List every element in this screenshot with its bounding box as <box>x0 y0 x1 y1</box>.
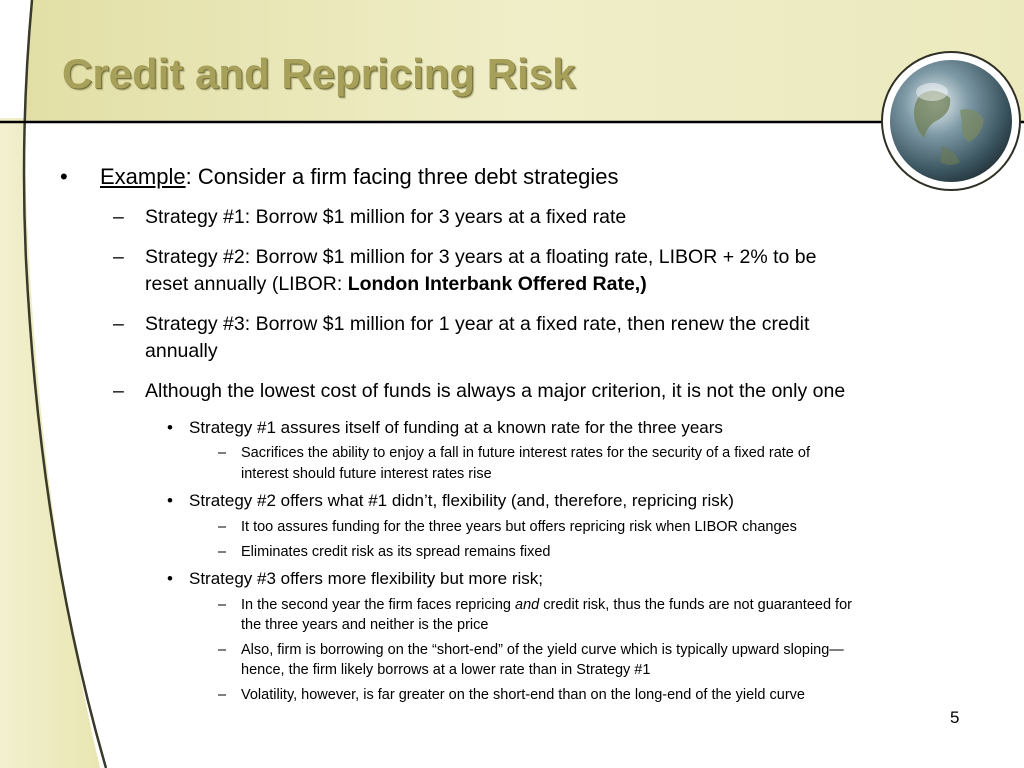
dash-marker: – <box>113 380 124 402</box>
point-2-line: Strategy #2 offers what #1 didn’t, flexibility (and, therefore, repricing risk) <box>189 491 734 510</box>
point-3-line: Strategy #3 offers more flexibility but more risk; <box>189 569 543 588</box>
point-1-line: Strategy #1 assures itself of funding at a known rate for the three years <box>189 418 723 437</box>
dash-marker: – <box>218 544 227 560</box>
dash-marker: – <box>113 206 124 228</box>
point-2-2-line: Eliminates credit risk as its spread remains fixed <box>241 544 551 560</box>
example-text: : Consider a firm facing three debt strategies <box>185 164 619 189</box>
point-2-1-line: It too assures funding for the three years but offers repricing risk when LIBOR changes <box>241 519 797 535</box>
dash-marker: – <box>218 687 227 703</box>
libor-definition: London Interbank Offered Rate,) <box>347 273 647 295</box>
bullet-marker: • <box>60 164 68 189</box>
dash-marker: – <box>113 313 124 335</box>
dash-marker: – <box>113 246 124 268</box>
point-3-1-emphasis: and <box>515 597 540 613</box>
point-1-1-line-a: Sacrifices the ability to enjoy a fall in future interest rates for the security of a fixed rate of <box>241 445 810 461</box>
strategy-3-line-a: Strategy #3: Borrow $1 million for 1 year at a fixed rate, then renew the credit <box>145 313 810 335</box>
strategy-2-line-a: Strategy #2: Borrow $1 million for 3 years at a floating rate, LIBOR + 2% to be <box>145 246 817 268</box>
dash-marker: – <box>218 642 227 658</box>
strategy-2-text: reset annually (LIBOR: <box>145 273 348 295</box>
criterion-line: Although the lowest cost of funds is always a major criterion, it is not the only one <box>145 380 846 402</box>
dash-marker: – <box>218 519 227 535</box>
dash-marker: – <box>218 597 227 613</box>
point-3-1-pre: In the second year the firm faces repricing <box>241 597 516 613</box>
example-label: Example <box>100 164 186 189</box>
point-3-2-line-b: hence, the firm likely borrows at a lower rate than in Strategy #1 <box>241 662 651 678</box>
strategy-2-line-b <box>145 273 647 296</box>
example-line <box>100 164 618 190</box>
page-number: 5 <box>950 708 960 727</box>
strategy-3-line-b: annually <box>145 340 218 362</box>
dash-marker: – <box>218 445 227 461</box>
point-3-1-post: credit risk, thus the funds are not guaranteed for <box>539 597 852 613</box>
slide-title: Credit and Repricing Risk <box>62 50 576 97</box>
bullet-marker: • <box>167 491 173 510</box>
strategy-1-line: Strategy #1: Borrow $1 million for 3 years at a fixed rate <box>145 206 627 228</box>
point-3-3-line: Volatility, however, is far greater on the short-end than on the long-end of the yield curve <box>241 687 805 703</box>
point-1-1-line-b: interest should future interest rates rise <box>241 466 492 482</box>
point-3-1-line-a <box>241 597 852 613</box>
bullet-marker: • <box>167 569 173 588</box>
bullet-marker: • <box>167 418 173 437</box>
point-3-1-line-b: the three years and neither is the price <box>241 617 489 633</box>
point-3-2-line-a: Also, firm is borrowing on the “short-end” of the yield curve which is typically upward sloping— <box>241 642 844 658</box>
